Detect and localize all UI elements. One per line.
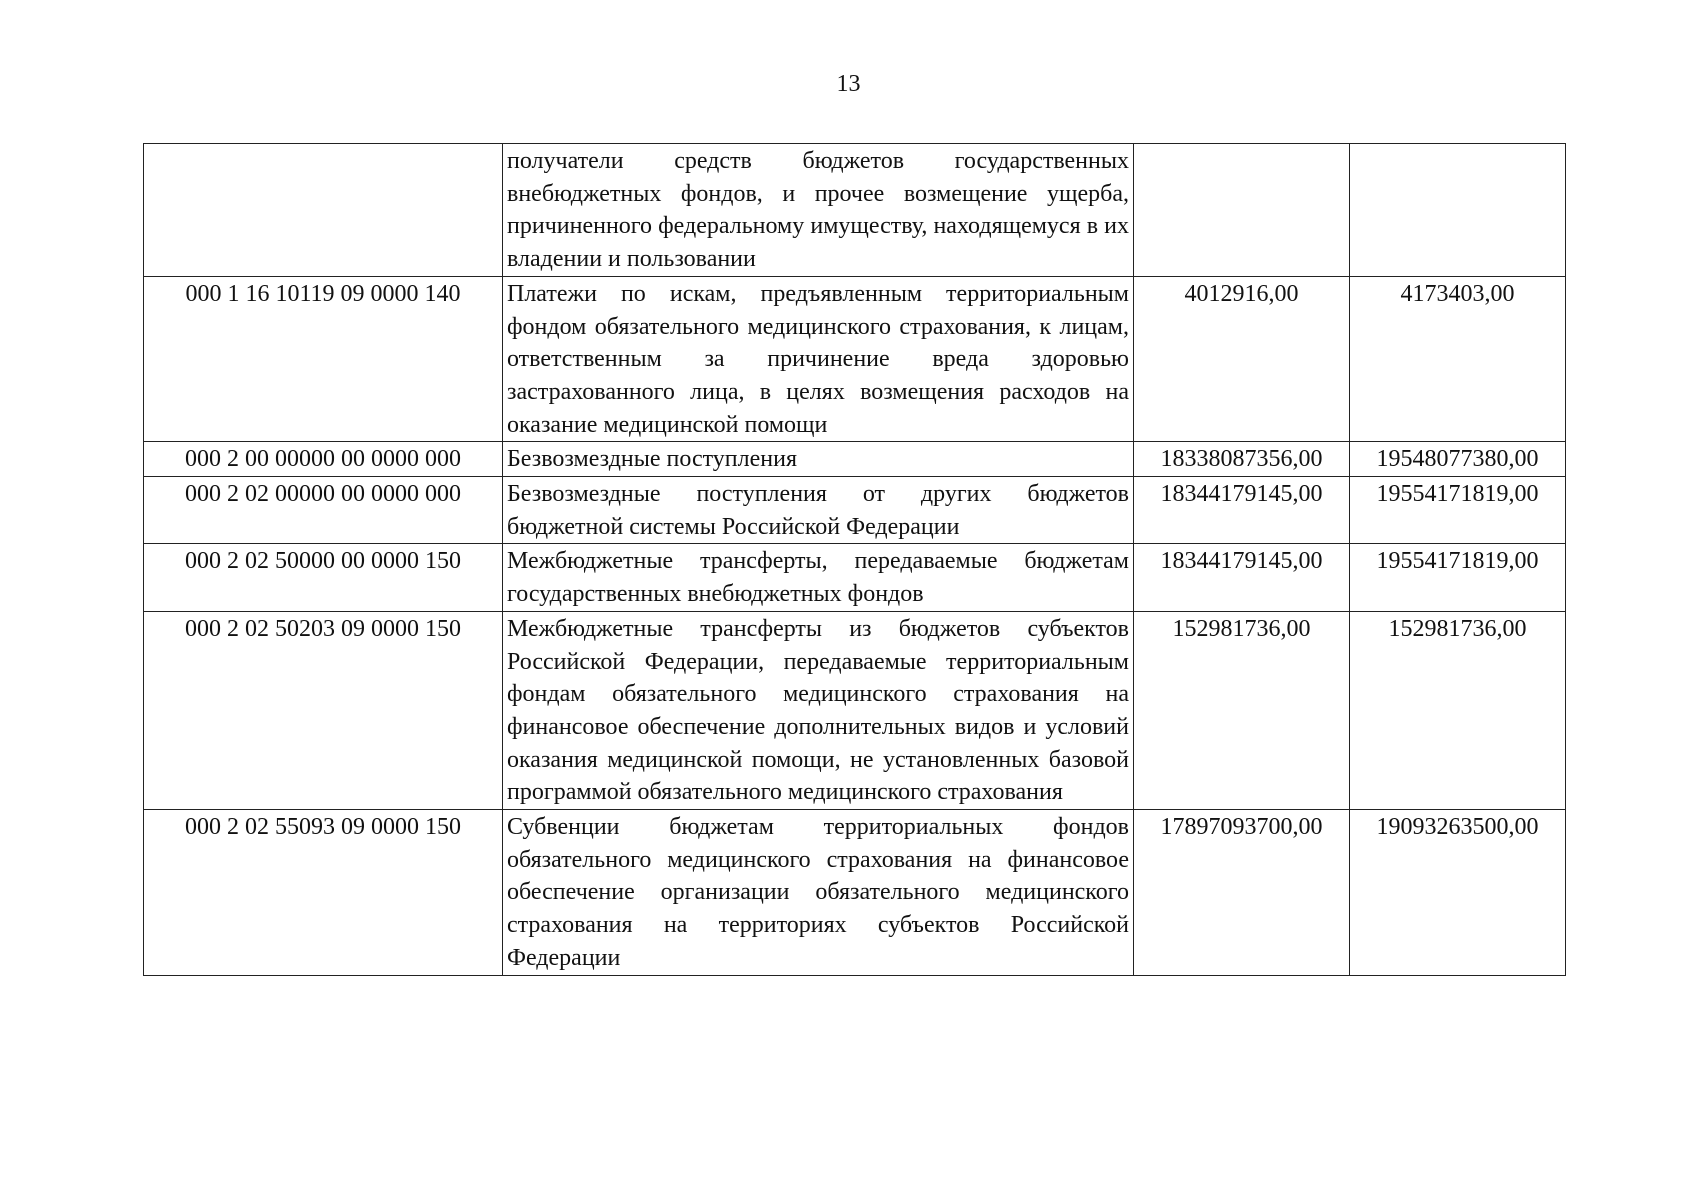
table-row: [144, 477, 1566, 544]
budget-code-cell: 000 1 16 10119 09 0000 140: [144, 276, 503, 442]
budget-code-cell: 000 2 02 00000 00 0000 000: [144, 477, 503, 544]
amount-year1-cell: 17897093700,00: [1134, 810, 1350, 976]
amount-year2-cell: 19554171819,00: [1350, 477, 1566, 544]
amount-year1-cell: 18344179145,00: [1134, 477, 1350, 544]
amount-year2-cell: 19093263500,00: [1350, 810, 1566, 976]
revenue-name-cell: Субвенции бюджетам территориальных фондов обязательного медицинского страхования на финансовое обеспечение организации обязательного медицинского страхования на территориях субъектов Российской Федерации: [503, 810, 1134, 976]
amount-year1-cell: [1134, 144, 1350, 277]
amount-year2-cell: 152981736,00: [1350, 611, 1566, 809]
revenue-name-cell: Безвозмездные поступления: [503, 442, 1134, 477]
amount-year1-cell: 18344179145,00: [1134, 544, 1350, 611]
table-row: [144, 144, 1566, 277]
table-row: [144, 544, 1566, 611]
amount-year2-cell: 19548077380,00: [1350, 442, 1566, 477]
revenue-name-cell: получатели средств бюджетов государственных внебюджетных фондов, и прочее возмещение ущерба, причиненного федеральному имуществу, находящемуся в их владении и пользовании: [503, 144, 1134, 277]
revenue-name-cell: Платежи по искам, предъявленным территориальным фондом обязательного медицинского страхования, к лицам, ответственным за причинение вреда здоровью застрахованного лица, в целях возмещения расходов на оказание медицинской помощи: [503, 276, 1134, 442]
amount-year2-cell: 19554171819,00: [1350, 544, 1566, 611]
table-row: [144, 611, 1566, 809]
budget-code-cell: 000 2 02 50000 00 0000 150: [144, 544, 503, 611]
budget-revenue-table: [143, 143, 1566, 976]
budget-code-cell: 000 2 02 50203 09 0000 150: [144, 611, 503, 809]
table-row: [144, 810, 1566, 976]
amount-year1-cell: 18338087356,00: [1134, 442, 1350, 477]
page-number: 13: [836, 71, 861, 97]
revenue-name-cell: Межбюджетные трансферты, передаваемые бюджетам государственных внебюджетных фондов: [503, 544, 1134, 611]
table-row: [144, 276, 1566, 442]
table-row: [144, 442, 1566, 477]
revenue-name-cell: Безвозмездные поступления от других бюджетов бюджетной системы Российской Федерации: [503, 477, 1134, 544]
amount-year2-cell: 4173403,00: [1350, 276, 1566, 442]
revenue-name-cell: Межбюджетные трансферты из бюджетов субъектов Российской Федерации, передаваемые территориальным фондам обязательного медицинского страхования на финансовое обеспечение дополнительных видов и условий оказания медицинской помощи, не установленных базовой программой обязательного медицинского страхования: [503, 611, 1134, 809]
amount-year2-cell: [1350, 144, 1566, 277]
budget-code-cell: [144, 144, 503, 277]
amount-year1-cell: 152981736,00: [1134, 611, 1350, 809]
amount-year1-cell: 4012916,00: [1134, 276, 1350, 442]
budget-code-cell: 000 2 00 00000 00 0000 000: [144, 442, 503, 477]
budget-code-cell: 000 2 02 55093 09 0000 150: [144, 810, 503, 976]
